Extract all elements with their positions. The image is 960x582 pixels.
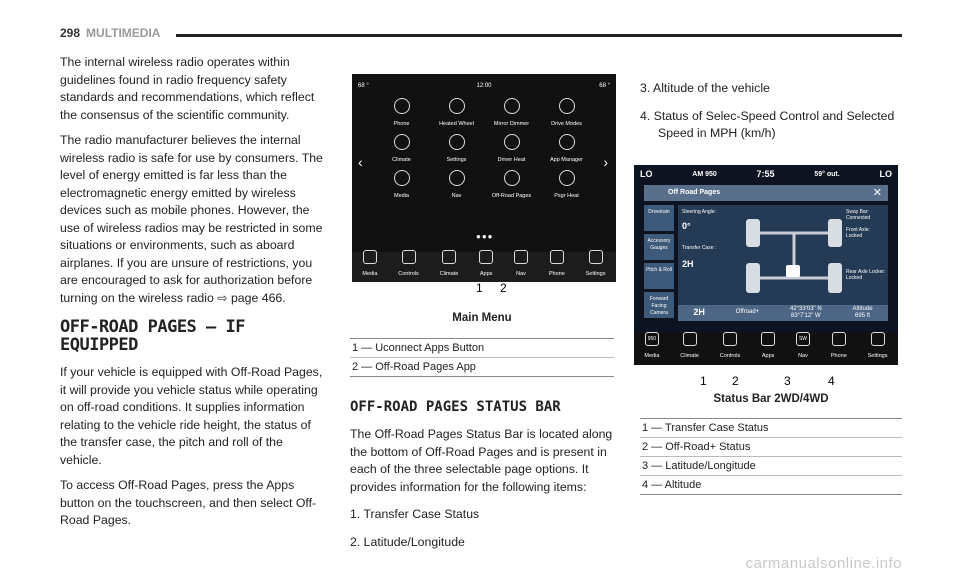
app-tile: Driver Heat [484, 134, 539, 164]
off-road-title-bar: Off Road Pages ✕ [644, 185, 888, 201]
seat-heat-icon [504, 134, 520, 150]
app-tile: Drive Modes [539, 98, 594, 128]
watermark: carmanualsonline.info [745, 555, 902, 572]
legend-item: 1 — Uconnect Apps Button [352, 341, 485, 354]
side-tab: Pitch & Roll [644, 263, 674, 289]
callout-2: 2 [500, 281, 507, 295]
app-tile: Off-Road Pages [484, 170, 539, 200]
paragraph: If your vehicle is equipped with Off-Road Pages, it will provide you vehicle status while operating on off-road conditions. It supplies information relating to the vehicle ride height, the status of the transfer case, the pitch and roll of the vehicle. [60, 365, 323, 467]
transfer-case-label: Transfer Case : [682, 244, 717, 251]
paragraph: The radio manufacturer believes the internal wireless radio is safe for use by consumers. The level of energy emitted is far less than the electromagnetic energy emitted by wireless devices such as mobile phones. However, the use of wireless radios may be restricted in some situations or environments, such as aboard airplanes. If you are unsure of restrictions, you are encouraged to ask for authorization before turning on the wireless radio ⇨ page 466. [60, 133, 323, 305]
phone-icon [394, 98, 410, 114]
bar-item: 950 Media [644, 332, 659, 365]
main-menu-screenshot [352, 74, 616, 282]
numbered-list [350, 506, 614, 551]
apps-icon [479, 250, 493, 264]
off-road-pages-icon [504, 170, 520, 186]
page-ref-arrow-icon: ⇨ [217, 290, 228, 305]
bottom-bar [352, 252, 616, 282]
off-road-screenshot [634, 165, 898, 365]
app-manager-icon [559, 134, 575, 150]
status-bar: LO AM 950 7:55 59° out. LO [640, 168, 892, 179]
paragraph: The Off-Road Pages Status Bar is located along the bottom of Off-Road Pages and is present in each of the three selectable page options. It provides information for the following items: [350, 427, 613, 494]
legend-item: 2 — Off-Road Pages App [350, 357, 614, 376]
off-road-status-bar [678, 305, 888, 321]
app-tile: Phone [374, 98, 429, 128]
legend-item: 2 — Off-Road+ Status [640, 437, 902, 456]
list-item: 3. Altitude of the vehicle [640, 81, 770, 95]
column-1 [60, 54, 326, 538]
bar-item: Apps [761, 332, 775, 365]
transfer-case-value: 2H [682, 258, 694, 269]
page-header [60, 26, 160, 40]
figure-caption: Status Bar 2WD/4WD [713, 392, 829, 405]
bar-item: Climate [440, 250, 459, 282]
controls-icon [723, 332, 737, 346]
legend-item: 3 — Latitude/Longitude [640, 456, 902, 475]
lat-long-status: 42°33'03" N 83°7'12" W [789, 305, 822, 319]
figure-legend [350, 338, 614, 377]
music-note-icon [363, 250, 377, 264]
section-heading: OFF-ROAD PAGES — IF EQUIPPED [60, 317, 245, 355]
bar-item: Climate [680, 332, 699, 365]
climate-icon [394, 134, 410, 150]
bar-item: Media [362, 250, 377, 282]
drive-modes-icon [559, 98, 575, 114]
app-tile: Psgr Heat [539, 170, 594, 200]
controls-icon [402, 250, 416, 264]
bar-item: Controls [398, 250, 418, 282]
legend-item: 4 — Altitude [640, 475, 902, 494]
music-note-icon [394, 170, 410, 186]
figure-status-bar [640, 165, 902, 391]
altitude-status: Altitude 695 ft [852, 305, 873, 319]
bar-item: Settings [586, 250, 606, 282]
compass-icon [514, 250, 528, 264]
header-rule [176, 34, 902, 37]
offroad-plus-status: Offroad+ [735, 308, 760, 315]
app-tile: Nav [429, 170, 484, 200]
pager-dots-icon: ●●● [476, 232, 494, 241]
compass-icon: SW [796, 332, 810, 346]
section-heading: OFF-ROAD PAGES STATUS BAR [350, 398, 561, 415]
legend-item: 1 — Transfer Case Status [642, 422, 769, 434]
app-grid [374, 98, 594, 200]
bar-item: Controls [720, 332, 740, 365]
apps-icon [761, 332, 775, 346]
app-tile: Climate [374, 134, 429, 164]
gear-icon [871, 332, 885, 346]
chevron-left-icon: ‹ [358, 154, 363, 170]
callout-2: 2 [732, 373, 739, 388]
off-road-side-menu [644, 205, 674, 321]
bar-item: Nav [514, 250, 528, 282]
bottom-bar [634, 333, 898, 365]
front-axle-status: Front Axle: Locked [846, 226, 870, 239]
climate-icon [683, 332, 697, 346]
side-tab: Drivetrain [644, 205, 674, 231]
app-tile: App Manager [539, 134, 594, 164]
numbered-list [640, 80, 902, 143]
list-item: 1. Transfer Case Status [350, 507, 480, 521]
app-tile: Settings [429, 134, 484, 164]
page-number: 298 [60, 26, 81, 40]
sway-bar-status: Sway Bar: Connected [846, 208, 871, 221]
side-tab: Accessory Gauges [644, 234, 674, 260]
gear-icon [589, 250, 603, 264]
figure-main-menu [350, 74, 614, 296]
compass-icon [449, 170, 465, 186]
callout-1: 1 [476, 281, 483, 295]
close-icon: ✕ [872, 186, 882, 199]
app-tile: Media [374, 170, 429, 200]
bar-item: Phone [831, 332, 847, 365]
figure-caption: Main Menu [452, 312, 512, 324]
seat-heat-icon [559, 170, 575, 186]
list-item: 4. Status of Selec-Speed Control and Selected Speed in MPH (km/h) [640, 108, 895, 140]
chevron-right-icon: › [603, 154, 608, 170]
section-title: MULTIMEDIA [86, 26, 161, 40]
page-reference-link[interactable]: page 466. [230, 290, 286, 305]
figure-legend [640, 418, 902, 495]
transfer-case-status: 2H [693, 306, 705, 317]
app-tile: Mirror Dimmer [484, 98, 539, 128]
callout-4: 4 [828, 373, 835, 388]
column-3 [640, 80, 902, 495]
bar-item: Apps [479, 250, 493, 282]
bar-item: Settings [868, 332, 888, 365]
phone-icon [550, 250, 564, 264]
paragraph: The internal wireless radio operates within guidelines found in radio frequency safety standards and recommendations, which reflect the consensus of the scientific community. [60, 55, 315, 122]
rear-axle-status: Rear Axle Locker: Locked [846, 268, 886, 281]
list-item: 2. Latitude/Longitude [350, 534, 465, 549]
callout-3: 3 [784, 373, 791, 388]
bar-item: Phone [549, 250, 565, 282]
side-tab: Forward Facing Camera [644, 292, 674, 318]
app-tile: Heated Wheel [429, 98, 484, 128]
column-2 [350, 54, 614, 561]
mirror-dimmer-icon [504, 98, 520, 114]
phone-icon [832, 332, 846, 346]
status-bar: 68 ° 12:00 68 ° [358, 83, 610, 89]
steering-angle-label: Steering Angle: [682, 208, 716, 215]
gear-icon [449, 134, 465, 150]
bar-item: SW Nav [796, 332, 810, 365]
steering-angle-value: 0° [682, 220, 691, 231]
heated-wheel-icon [449, 98, 465, 114]
radio-preset: 950 [645, 332, 659, 346]
callout-1: 1 [700, 373, 707, 388]
paragraph: To access Off-Road Pages, press the Apps button on the touchscreen, and then select Off-Road Pages. [60, 478, 317, 527]
climate-icon [442, 250, 456, 264]
